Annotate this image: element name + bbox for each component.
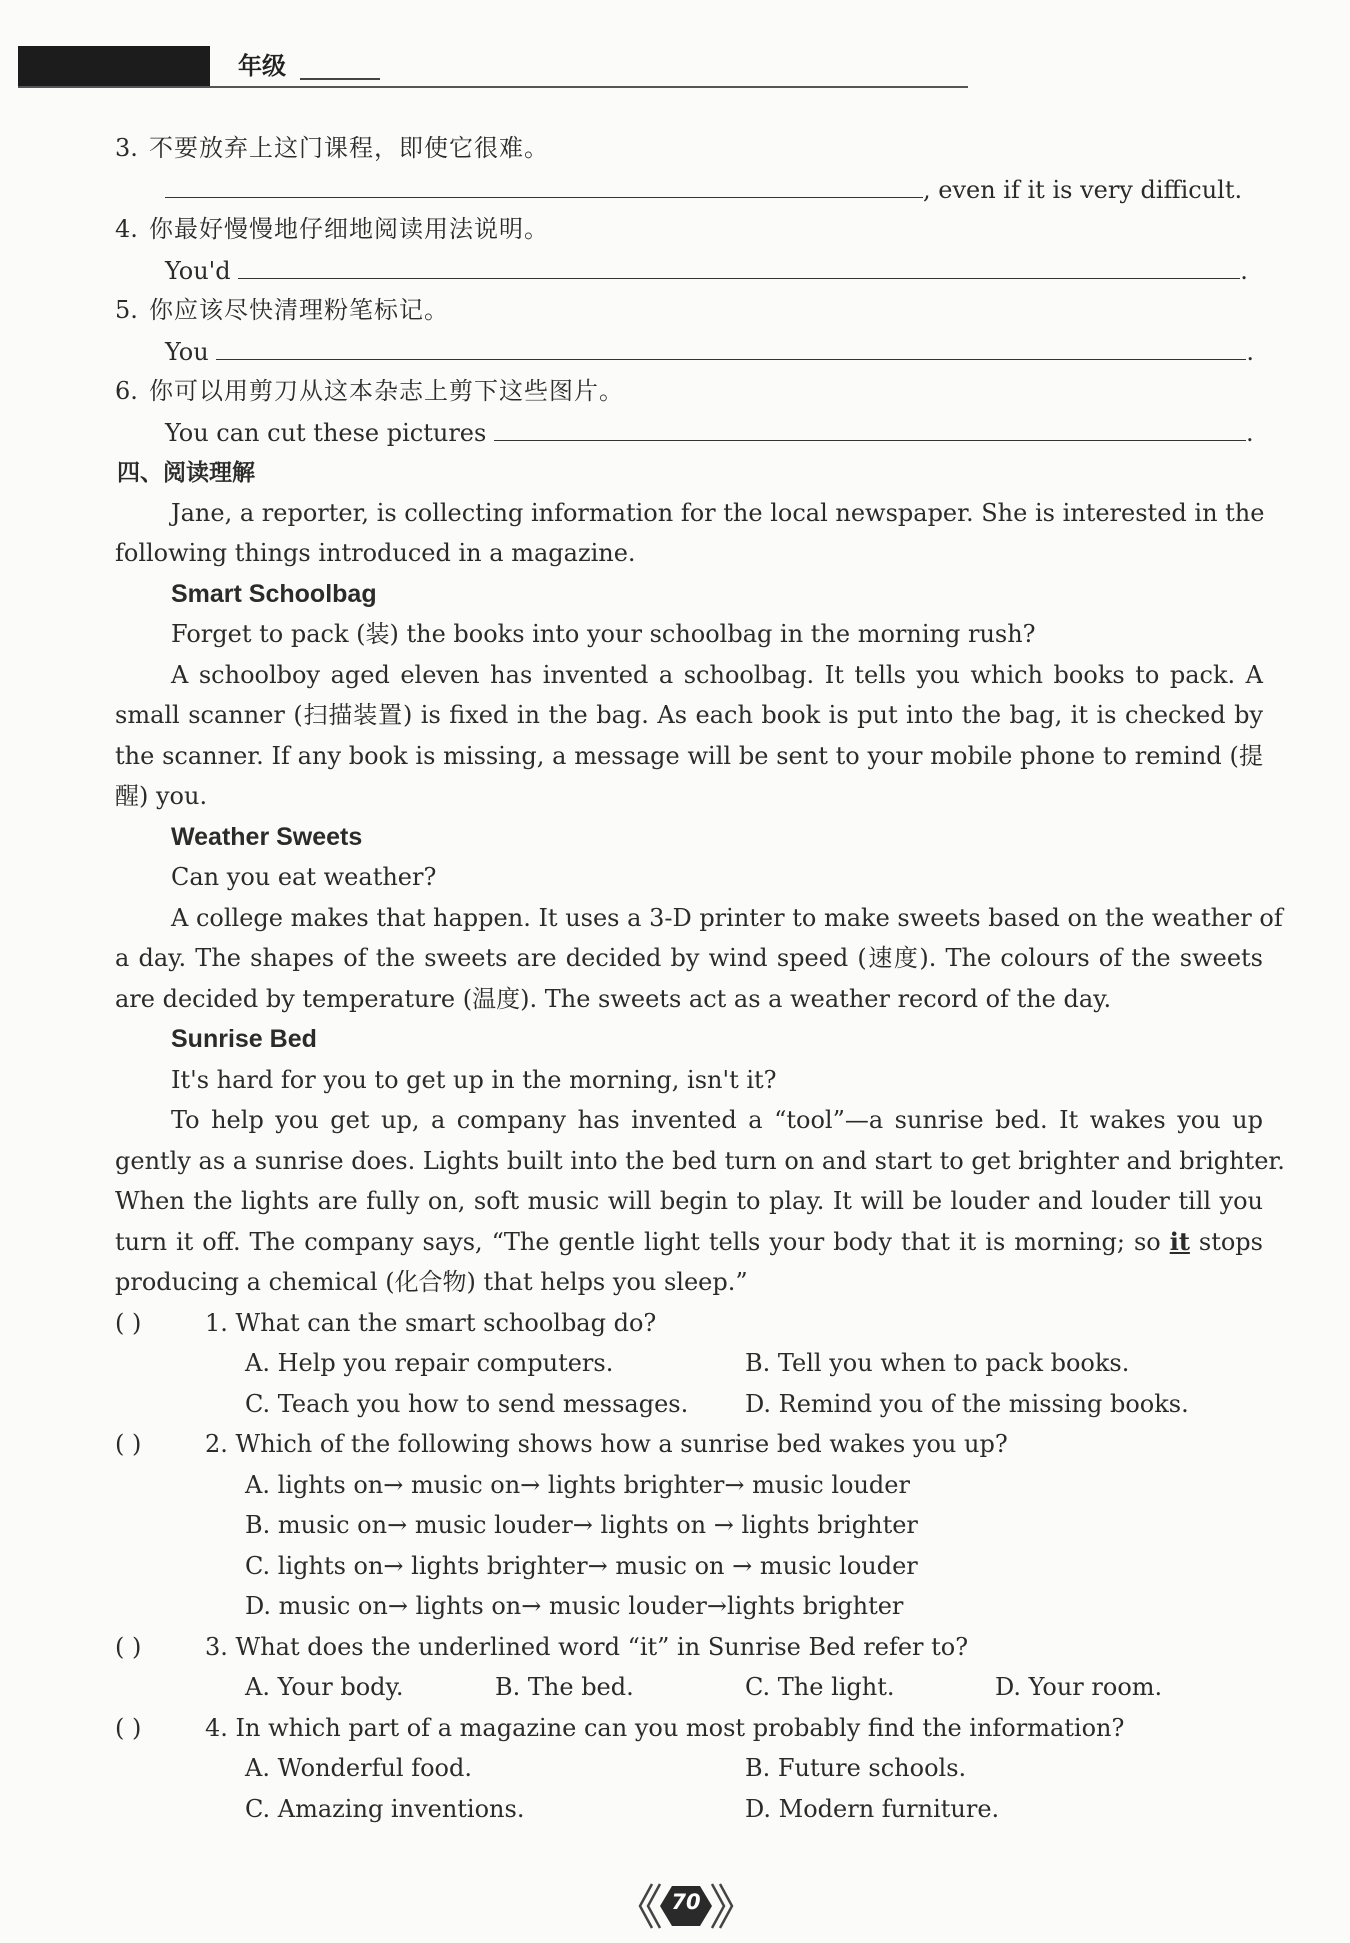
question-number: 5. [115, 296, 138, 324]
option-a[interactable]: A. Help you repair computers. [245, 1349, 614, 1377]
option-a[interactable]: A. Your body. [245, 1673, 404, 1701]
option-a[interactable]: A. lights on→ music on→ lights brighter→ music louder [245, 1470, 910, 1499]
article-line: A schoolboy aged eleven has invented a schoolbag. It tells you which books to pack. A [171, 660, 1263, 689]
header-rule [18, 86, 968, 88]
intro-line-1: Jane, a reporter, is collecting information for the local newspaper. She is interested in the [171, 498, 1265, 527]
option-c[interactable]: C. lights on→ lights brighter→ music on → music louder [245, 1551, 918, 1580]
options-row [115, 1667, 1263, 1708]
grade-label: 年级 [238, 52, 286, 80]
article-title-sunrise-bed: Sunrise Bed [171, 1025, 317, 1053]
options-row [115, 1586, 1263, 1627]
article-title-smart-schoolbag: Smart Schoolbag [171, 579, 377, 608]
chinese-prompt: 你最好慢慢地仔细地阅读用法说明。 [149, 215, 549, 243]
option-b[interactable]: B. The bed. [495, 1673, 634, 1701]
chinese-prompt: 不要放弃上这门课程，即使它很难。 [149, 134, 549, 162]
option-b[interactable]: B. music on→ music louder→ lights on → lights brighter [245, 1511, 918, 1539]
answer-blank[interactable] [494, 412, 1246, 441]
option-c[interactable]: C. The light. [745, 1673, 895, 1701]
answer-blank[interactable] [216, 331, 1246, 360]
article-line: producing a chemical (化合物) that helps you sleep.” [115, 1268, 748, 1296]
chinese-prompt: 你可以用剪刀从这本杂志上剪下这些图片。 [149, 377, 624, 405]
article-line: the scanner. If any book is missing, a message will be sent to your mobile phone to remind (提 [115, 741, 1263, 770]
question-number: 3. [205, 1632, 228, 1661]
article-line: small scanner (扫描装置) is fixed in the bag. As each book is put into the bag, it is checked by [115, 701, 1263, 729]
mc-question-2 [115, 1424, 1263, 1465]
article-line: 醒) you. [115, 782, 208, 810]
page-content [115, 128, 1285, 1829]
question-number: 1. [205, 1308, 228, 1337]
answer-period: . [1246, 337, 1254, 366]
answer-paren[interactable]: ( ) [115, 1713, 142, 1742]
article-title-weather-sweets: Weather Sweets [171, 822, 363, 851]
article-line: a day. The shapes of the sweets are decided by wind speed (速度). The colours of the sweets [115, 944, 1263, 972]
question-number: 4. [115, 215, 138, 243]
question-text: What can the smart schoolbag do? [235, 1308, 657, 1337]
mc-question-4 [115, 1708, 1263, 1749]
grade-blank[interactable] [300, 78, 380, 80]
article-line: are decided by temperature (温度). The sweets act as a weather record of the day. [115, 984, 1112, 1013]
option-d[interactable]: D. Modern furniture. [745, 1794, 1000, 1823]
question-number: 4. [205, 1713, 228, 1742]
option-b[interactable]: B. Tell you when to pack books. [745, 1349, 1130, 1377]
article-question: Forget to pack (装) the books into your schoolbag in the morning rush? [171, 620, 1036, 648]
question-number: 3. [115, 134, 138, 162]
answer-period: . [1245, 418, 1254, 447]
option-d[interactable]: D. Your room. [995, 1673, 1163, 1701]
section-title-row [117, 452, 1263, 493]
article-line: A college makes that happen. It uses a 3-D printer to make sweets based on the weather of [171, 903, 1283, 932]
page-number: 70 [671, 1890, 701, 1914]
chinese-prompt: 你应该尽快清理粉笔标记。 [149, 296, 449, 324]
article-question: It's hard for you to get up in the morning, isn't it? [171, 1065, 777, 1094]
question-text: In which part of a magazine can you most probably find the information? [235, 1713, 1125, 1742]
options-row [115, 1789, 1263, 1830]
question-number: 2. [205, 1430, 228, 1458]
answer-prefix: You [165, 337, 209, 366]
answer-paren[interactable]: ( ) [115, 1430, 142, 1458]
translation-q4-answer [115, 250, 1263, 291]
option-c[interactable]: C. Amazing inventions. [245, 1794, 525, 1823]
options-row [115, 1505, 1263, 1546]
answer-paren[interactable]: ( ) [115, 1308, 142, 1337]
mc-question-3 [115, 1627, 1263, 1668]
translation-q3-prompt [115, 128, 1263, 169]
question-text: Which of the following shows how a sunrise bed wakes you up? [235, 1430, 1008, 1458]
option-b[interactable]: B. Future schools. [745, 1754, 967, 1782]
answer-period: . [1240, 256, 1248, 285]
article-line-with-underline [115, 1222, 1263, 1263]
option-a[interactable]: A. Wonderful food. [245, 1754, 472, 1782]
options-row [115, 1546, 1263, 1587]
mc-question-1 [115, 1303, 1263, 1344]
options-row [115, 1748, 1263, 1789]
option-d[interactable]: D. music on→ lights on→ music louder→lights brighter [245, 1592, 904, 1620]
answer-blank[interactable] [165, 169, 923, 198]
article-line: gently as a sunrise does. Lights built into the bed turn on and start to get brighter and brighter. [115, 1146, 1285, 1175]
article-text: turn it off. The company says, “The gentle light tells your body that it is morning; so [115, 1227, 1161, 1256]
article-question: Can you eat weather? [171, 863, 437, 891]
answer-suffix: , even if it is very difficult. [923, 175, 1243, 204]
question-number: 6. [115, 377, 138, 405]
underlined-word-it: it [1169, 1226, 1190, 1256]
options-row [115, 1343, 1263, 1384]
section-title: 四、阅读理解 [117, 460, 255, 486]
answer-prefix: You'd [165, 256, 231, 285]
answer-paren[interactable]: ( ) [115, 1632, 142, 1661]
question-text: What does the underlined word “it” in Sunrise Bed refer to? [235, 1632, 969, 1661]
intro-line-2: following things introduced in a magazine. [115, 539, 636, 567]
answer-prefix: You can cut these pictures [165, 418, 487, 447]
translation-q6-prompt [115, 371, 1263, 412]
article-line: To help you get up, a company has invented a “tool”—a sunrise bed. It wakes you up [171, 1106, 1263, 1134]
article-line: When the lights are fully on, soft music will begin to play. It will be louder and louder till you [115, 1187, 1263, 1215]
answer-blank[interactable] [238, 250, 1240, 279]
article-text: stops [1198, 1227, 1263, 1256]
options-row [115, 1384, 1263, 1425]
option-c[interactable]: C. Teach you how to send messages. [245, 1389, 689, 1418]
option-d[interactable]: D. Remind you of the missing books. [745, 1389, 1189, 1418]
header-black-bar [18, 46, 210, 86]
options-row [115, 1465, 1263, 1506]
translation-q5-answer [115, 331, 1263, 372]
translation-q6-answer [115, 412, 1263, 453]
page-number-badge [638, 1878, 734, 1934]
translation-q3-answer [115, 169, 1263, 210]
translation-q4-prompt [115, 209, 1263, 250]
translation-q5-prompt [115, 290, 1263, 331]
